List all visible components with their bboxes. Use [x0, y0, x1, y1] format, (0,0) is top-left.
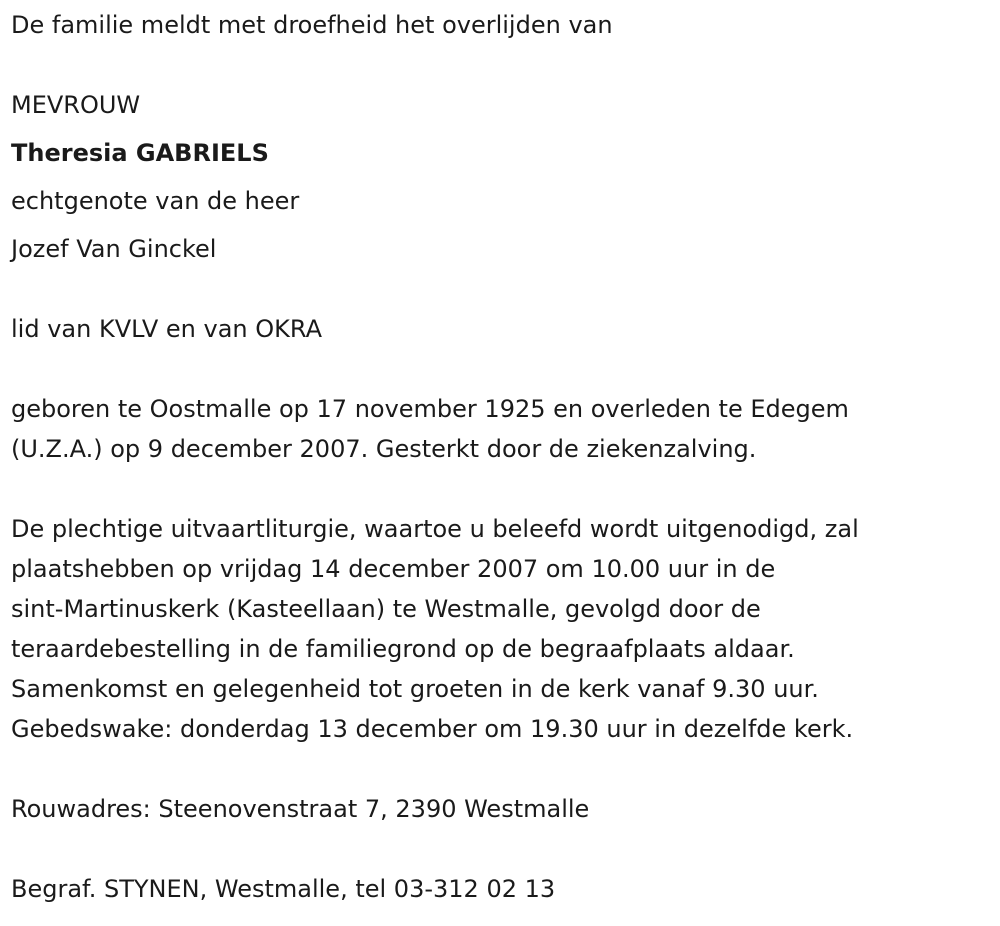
mourning-address: Rouwadres: Steenovenstraat 7, 2390 Westmalle [11, 795, 590, 823]
birth-death-line-1: geboren te Oostmalle op 17 november 1925 en overleden te Edegem [11, 395, 849, 423]
birth-death-line-2: (U.Z.A.) op 9 december 2007. Gesterkt door de ziekenzalving. [11, 435, 757, 463]
funeral-line-6: Gebedswake: donderdag 13 december om 19.30 uur in dezelfde kerk. [11, 715, 854, 743]
funeral-line-4: teraardebestelling in de familiegrond op de begraafplaats aldaar. [11, 635, 795, 663]
membership-text: lid van KVLV en van OKRA [11, 315, 322, 343]
funeral-line-2: plaatshebben op vrijdag 14 december 2007 om 10.00 uur in de [11, 555, 776, 583]
spouse-line-1: echtgenote van de heer [11, 187, 300, 215]
intro-text: De familie meldt met droefheid het overlijden van [11, 11, 613, 39]
funeral-line-1: De plechtige uitvaartliturgie, waartoe u beleefd wordt uitgenodigd, zal [11, 515, 859, 543]
deceased-name: Theresia GABRIELS [11, 139, 269, 167]
honorific: MEVROUW [11, 91, 141, 119]
spouse-line-2: Jozef Van Ginckel [11, 235, 217, 263]
undertaker-info: Begraf. STYNEN, Westmalle, tel 03-312 02 13 [11, 875, 556, 903]
funeral-line-5: Samenkomst en gelegenheid tot groeten in de kerk vanaf 9.30 uur. [11, 675, 819, 703]
funeral-line-3: sint-Martinuskerk (Kasteellaan) te Westmalle, gevolgd door de [11, 595, 761, 623]
